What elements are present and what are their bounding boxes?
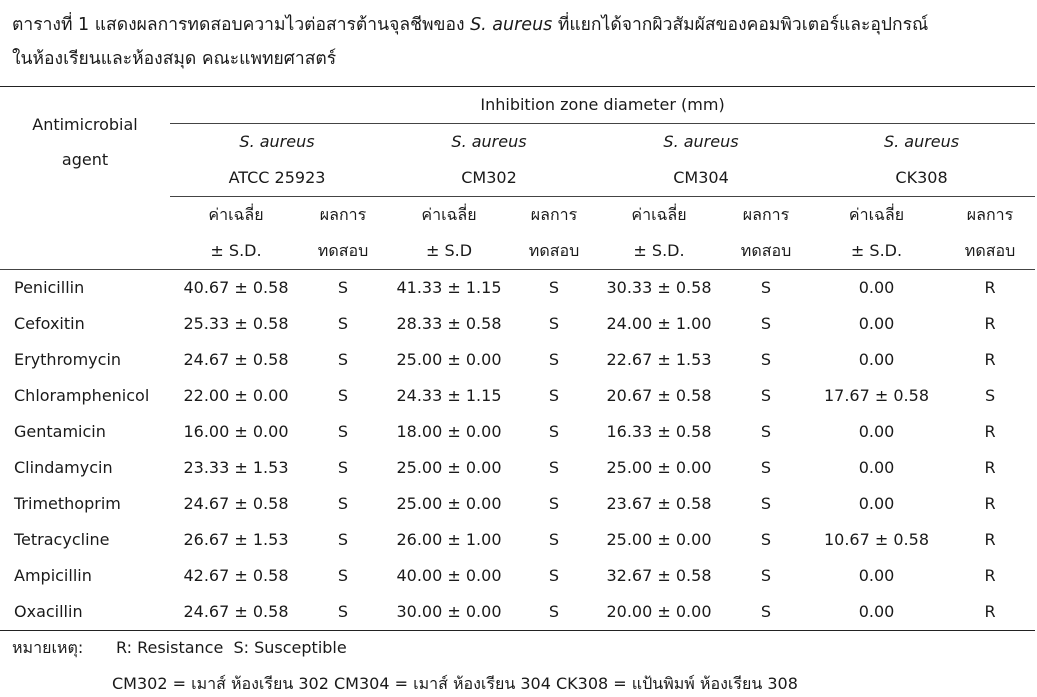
- result-value: S: [760, 494, 772, 513]
- zone-value: 28.33 ± 0.58: [396, 314, 502, 333]
- caption-prefix: ตารางที่ 1 แสดงผลการทดสอบความไวต่อสารต้านจุลชีพของ: [12, 15, 471, 35]
- strain-header-cm304: [594, 124, 808, 161]
- caption-line-1: [12, 8, 1032, 42]
- result-value: R: [984, 530, 996, 549]
- zone-value: 0.00: [858, 314, 895, 333]
- mean-sd-header: [808, 197, 945, 270]
- result-label-2: ทดสอบ: [964, 241, 1016, 260]
- table-body: [0, 270, 1035, 631]
- zone-value: 18.00 ± 0.00: [396, 422, 502, 441]
- footnote-codes: CM302 = เมาส์ ห้องเรียน 302 CM304 = เมาส์ ห้องเรียน 304 CK308 = แป้นพิมพ์ ห้องเรียน 308: [112, 674, 798, 693]
- mean-sd-header: [170, 197, 302, 270]
- strain-code: CK308: [808, 160, 1035, 197]
- result-value: S: [724, 594, 808, 631]
- agent-name: Trimethoprim: [14, 494, 121, 513]
- result-label-2: ทดสอบ: [317, 241, 369, 260]
- zone-value: 20.00 ± 0.00: [594, 594, 724, 631]
- result-label-2: ทดสอบ: [528, 241, 580, 260]
- result-value: S: [760, 530, 772, 549]
- result-label-2: ทดสอบ: [740, 241, 792, 260]
- result-header: [302, 197, 384, 270]
- agent-name: Tetracycline: [14, 530, 110, 549]
- zone-value: 0.00: [808, 594, 945, 631]
- zone-value: 30.00 ± 0.00: [384, 594, 514, 631]
- zone-value: 25.00 ± 0.00: [396, 350, 502, 369]
- result-value: S: [724, 270, 808, 307]
- zone-value: 25.00 ± 0.00: [606, 530, 712, 549]
- zone-value: 22.00 ± 0.00: [183, 386, 289, 405]
- agent-name: Erythromycin: [14, 350, 122, 369]
- zone-value: 24.00 ± 1.00: [606, 314, 712, 333]
- zone-value: 40.00 ± 0.00: [396, 566, 502, 585]
- result-value: S: [760, 386, 772, 405]
- table-caption: [12, 8, 1032, 76]
- zone-header: Inhibition zone diameter (mm): [170, 87, 1035, 124]
- susceptibility-table: [0, 86, 1035, 631]
- agent-name: Ampicillin: [14, 566, 92, 585]
- mean-label: ค่าเฉลี่ย: [631, 205, 687, 224]
- strain-species: S. aureus: [239, 132, 315, 151]
- result-label-1: ผลการ: [530, 205, 578, 224]
- zone-value: 0.00: [858, 422, 895, 441]
- sd-label: ± S.D: [425, 241, 473, 260]
- caption-species: S. aureus: [470, 15, 553, 35]
- result-value: S: [760, 350, 772, 369]
- table-row: [0, 558, 1035, 594]
- zone-value: 24.33 ± 1.15: [396, 386, 502, 405]
- zone-value: 0.00: [858, 566, 895, 585]
- zone-value: 17.67 ± 0.58: [823, 386, 929, 405]
- result-header: [945, 197, 1035, 270]
- result-value: S: [548, 566, 560, 585]
- sd-label: ± S.D.: [210, 241, 262, 260]
- strain-species: S. aureus: [451, 132, 527, 151]
- result-value: S: [760, 422, 772, 441]
- result-value: S: [337, 458, 349, 477]
- result-header: [514, 197, 594, 270]
- zone-value: 0.00: [858, 494, 895, 513]
- result-value: S: [337, 530, 349, 549]
- table-row: [0, 306, 1035, 342]
- result-value: S: [302, 594, 384, 631]
- strain-species: S. aureus: [883, 132, 960, 151]
- footnote-label: หมายเหตุ:: [12, 638, 84, 657]
- result-value: R: [945, 270, 1035, 307]
- caption-suffix: ที่แยกได้จากผิวสัมผัสของคอมพิวเตอร์และอุปกรณ์: [552, 15, 929, 35]
- result-value: S: [548, 494, 560, 513]
- agent-column-header: [0, 87, 170, 197]
- strain-header-atcc: [170, 124, 384, 161]
- result-value: S: [548, 386, 560, 405]
- table-row: [0, 378, 1035, 414]
- table-row: [0, 486, 1035, 522]
- zone-value: 22.67 ± 1.53: [606, 350, 712, 369]
- mean-label: ค่าเฉลี่ย: [208, 205, 264, 224]
- mean-label: ค่าเฉลี่ย: [848, 205, 905, 224]
- agent-name: Chloramphenicol: [14, 386, 150, 405]
- table-row: [0, 342, 1035, 378]
- result-value: S: [337, 386, 349, 405]
- result-header: [724, 197, 808, 270]
- footnote-legend: [12, 636, 347, 661]
- zone-value: 42.67 ± 0.58: [183, 566, 289, 585]
- result-value: S: [337, 350, 349, 369]
- zone-value: 24.67 ± 0.58: [183, 494, 289, 513]
- agent-name: Gentamicin: [14, 422, 106, 441]
- result-value: S: [548, 422, 560, 441]
- result-value: S: [514, 270, 594, 307]
- agent-name: Oxacillin: [0, 594, 170, 631]
- zone-value: 16.33 ± 0.58: [606, 422, 712, 441]
- result-value: R: [945, 594, 1035, 631]
- result-value: S: [760, 314, 772, 333]
- caption-line-2: ในห้องเรียนและห้องสมุด คณะแพทยศาสตร์: [12, 49, 337, 69]
- mean-sd-header: [594, 197, 724, 270]
- strain-code: CM302: [384, 160, 594, 197]
- result-value: R: [984, 458, 996, 477]
- result-value: S: [984, 386, 996, 405]
- zone-value: 23.67 ± 0.58: [606, 494, 712, 513]
- zone-value: 24.67 ± 0.58: [183, 350, 289, 369]
- sd-label: ± S.D.: [850, 241, 903, 260]
- blank-header: [0, 197, 170, 270]
- result-value: S: [548, 458, 560, 477]
- zone-value: 41.33 ± 1.15: [384, 270, 514, 307]
- zone-value: 26.00 ± 1.00: [396, 530, 502, 549]
- strain-code: CM304: [594, 160, 808, 197]
- mean-label: ค่าเฉลี่ย: [421, 205, 477, 224]
- strain-code: ATCC 25923: [170, 160, 384, 197]
- zone-value: 25.00 ± 0.00: [606, 458, 712, 477]
- zone-value: 26.67 ± 1.53: [183, 530, 289, 549]
- result-value: R: [984, 494, 996, 513]
- table-row: [0, 522, 1035, 558]
- result-value: S: [548, 314, 560, 333]
- zone-value: 30.33 ± 0.58: [594, 270, 724, 307]
- zone-value: 20.67 ± 0.58: [606, 386, 712, 405]
- result-value: S: [760, 566, 772, 585]
- zone-value: 16.00 ± 0.00: [183, 422, 289, 441]
- zone-value: 0.00: [858, 350, 895, 369]
- result-label-1: ผลการ: [742, 205, 790, 224]
- zone-value: 0.00: [858, 458, 895, 477]
- table-row: [0, 594, 1035, 631]
- zone-value: 25.00 ± 0.00: [396, 458, 502, 477]
- result-value: S: [337, 422, 349, 441]
- zone-value: 24.67 ± 0.58: [170, 594, 302, 631]
- result-value: S: [760, 458, 772, 477]
- result-value: R: [984, 422, 996, 441]
- table-row: [0, 450, 1035, 486]
- result-value: S: [548, 350, 560, 369]
- agent-name: Clindamycin: [14, 458, 113, 477]
- footnote-legend-text: R: Resistance S: Susceptible: [116, 638, 347, 657]
- zone-value: 40.67 ± 0.58: [170, 270, 302, 307]
- zone-value: 10.67 ± 0.58: [823, 530, 929, 549]
- agent-name: Penicillin: [0, 270, 170, 307]
- sd-label: ± S.D.: [633, 241, 685, 260]
- result-value: R: [984, 350, 996, 369]
- result-value: R: [984, 314, 996, 333]
- result-value: S: [337, 494, 349, 513]
- agent-header-line1: Antimicrobial: [32, 114, 138, 134]
- result-value: S: [337, 314, 349, 333]
- result-label-1: ผลการ: [966, 205, 1014, 224]
- result-value: S: [302, 270, 384, 307]
- result-value: S: [337, 566, 349, 585]
- agent-header-line2: agent: [61, 149, 109, 169]
- table-row: [0, 270, 1035, 307]
- strain-header-ck308: [808, 124, 1035, 161]
- zone-value: 25.33 ± 0.58: [183, 314, 289, 333]
- result-value: R: [984, 566, 996, 585]
- mean-sd-header: [384, 197, 514, 270]
- strain-species: S. aureus: [663, 132, 739, 151]
- agent-name: Cefoxitin: [14, 314, 85, 333]
- zone-value: 0.00: [808, 270, 945, 307]
- result-label-1: ผลการ: [319, 205, 367, 224]
- result-value: S: [514, 594, 594, 631]
- table-row: [0, 414, 1035, 450]
- zone-value: 25.00 ± 0.00: [396, 494, 502, 513]
- strain-header-cm302: [384, 124, 594, 161]
- zone-value: 23.33 ± 1.53: [183, 458, 289, 477]
- result-value: S: [548, 530, 560, 549]
- zone-value: 32.67 ± 0.58: [606, 566, 712, 585]
